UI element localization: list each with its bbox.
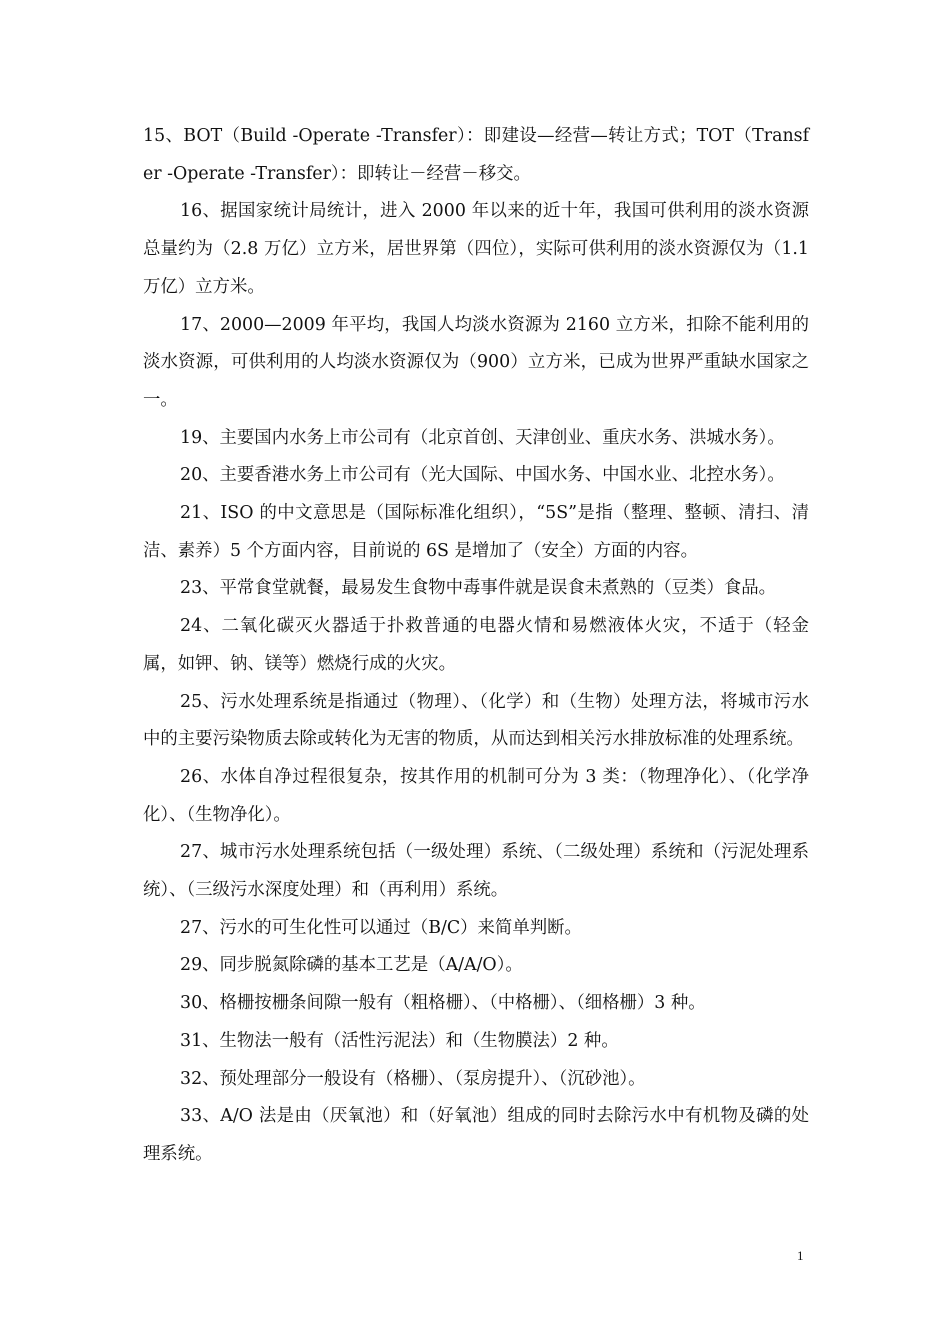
paragraph-25: 25、污水处理系统是指通过（物理）、（化学）和（生物）处理方法，将城市污水中的主要污染物质去除或转化为无害的物质，从而达到相关污水排放标准的处理系统。 [143,691,809,750]
paragraph-16: 16、据国家统计局统计，进入 2000 年以来的近十年，我国可供利用的淡水资源总量约为（2.8 万亿）立方米，居世界第（四位），实际可供利用的淡水资源仅为（1.1万亿）立方米。 [143,201,809,297]
paragraph-17: 17、2000—2009 年平均，我国人均淡水资源为 2160 立方米，扣除不能利用的淡水资源，可供利用的人均淡水资源仅为（900）立方米，已成为世界严重缺水国家之一。 [143,314,809,410]
page-number: 1 [797,1248,804,1263]
paragraph-32: 32、预处理部分一般设有（格栅）、（泵房提升）、（沉砂池）。 [180,1068,646,1089]
paragraph-26: 26、水体自净过程很复杂，按其作用的机制可分为 3 类：（物理净化）、（化学净化）、（生物净化）。 [143,766,809,825]
paragraph-24: 24、二氧化碳灭火器适于扑救普通的电器火情和易燃液体火灾，不适于（轻金属，如钾、钠、镁等）燃烧行成的火灾。 [143,616,809,674]
paragraph-27a: 27、城市污水处理系统包括（一级处理）系统、（二级处理）系统和（污泥处理系统）、（三级污水深度处理）和（再利用）系统。 [143,842,809,901]
paragraph-21: 21、ISO 的中文意思是（国际标准化组织），“5S”是指（整理、整顿、清扫、清洁、素养）5 个方面内容，目前说的 6S 是增加了（安全）方面的内容。 [143,503,809,561]
paragraph-33: 33、A/O 法是由（厌氧池）和（好氧池）组成的同时去除污水中有机物及磷的处理系统。 [143,1106,809,1164]
document-body [143,118,809,1174]
paragraph-19: 19、主要国内水务上市公司有（北京首创、天津创业、重庆水务、洪城水务）。 [180,427,785,448]
paragraph-30: 30、格栅按栅条间隙一般有（粗格栅）、（中格栅）、（细格栅）3 种。 [180,993,706,1014]
paragraph-23: 23、平常食堂就餐，最易发生食物中毒事件就是误食未煮熟的（豆类）食品。 [180,578,777,599]
paragraph-29: 29、同步脱氮除磷的基本工艺是（A/A/O）。 [180,955,523,976]
paragraph-15: 15、BOT（Build -Operate -Transfer）：即建设—经营—转让方式；TOT（Transfer -Operate -Transfer）：即转让－经营－移交。 [143,126,809,184]
paragraph-31: 31、生物法一般有（活性污泥法）和（生物膜法）2 种。 [180,1030,619,1051]
paragraph-27b: 27、污水的可生化性可以通过（B/C）来简单判断。 [180,917,582,938]
paragraph-20: 20、主要香港水务上市公司有（光大国际、中国水务、中国水业、北控水务）。 [180,465,785,486]
